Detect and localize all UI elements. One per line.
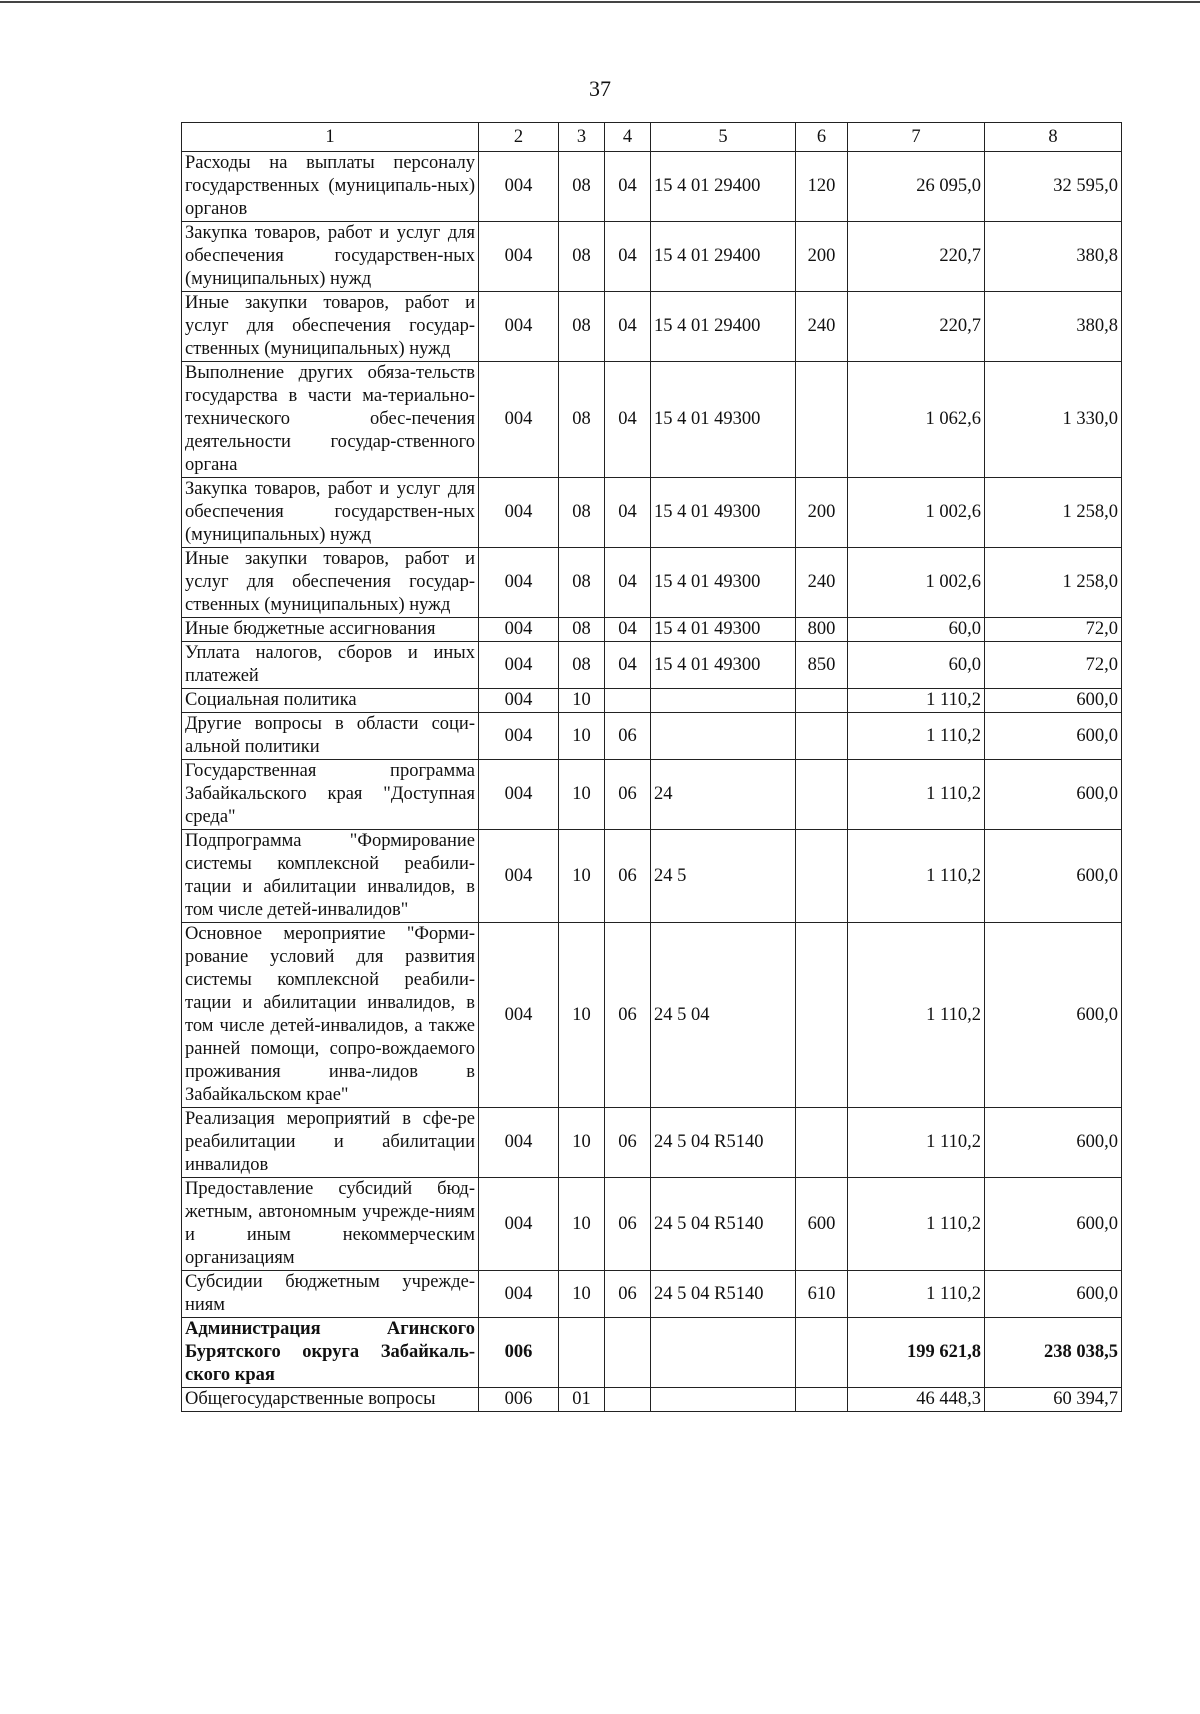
row-code-ministry: 006	[479, 1388, 559, 1412]
row-code-expense-type	[796, 1318, 848, 1388]
row-code-subsection: 04	[605, 222, 651, 292]
row-amount-col8: 32 595,0	[985, 152, 1122, 222]
row-code-expense-type: 200	[796, 222, 848, 292]
row-code-subsection: 04	[605, 152, 651, 222]
column-header-5: 5	[651, 123, 796, 152]
row-code-section: 10	[559, 713, 605, 760]
row-name: Иные закупки товаров, работ и услуг для обеспечения государ-ственных (муниципальных) нужд	[182, 292, 479, 362]
row-amount-col7: 199 621,8	[848, 1318, 985, 1388]
table-row	[182, 1108, 1122, 1178]
row-code-section: 10	[559, 689, 605, 713]
row-amount-col8: 60 394,7	[985, 1388, 1122, 1412]
row-amount-col7: 1 110,2	[848, 830, 985, 923]
row-name: Расходы на выплаты персоналу государственных (муниципаль-ных) органов	[182, 152, 479, 222]
row-code-expense-type	[796, 830, 848, 923]
row-code-expense-type: 800	[796, 618, 848, 642]
row-code-section: 08	[559, 362, 605, 478]
row-code-ministry: 006	[479, 1318, 559, 1388]
row-amount-col8: 1 258,0	[985, 548, 1122, 618]
row-code-target: 15 4 01 49300	[651, 548, 796, 618]
budget-table	[181, 122, 1122, 1412]
row-code-target	[651, 713, 796, 760]
row-amount-col8: 600,0	[985, 1108, 1122, 1178]
row-code-expense-type: 200	[796, 478, 848, 548]
row-code-ministry: 004	[479, 923, 559, 1108]
row-code-subsection: 06	[605, 1178, 651, 1271]
row-code-target: 15 4 01 29400	[651, 152, 796, 222]
row-amount-col7: 46 448,3	[848, 1388, 985, 1412]
row-code-target: 15 4 01 29400	[651, 222, 796, 292]
scan-top-edge	[0, 1, 1200, 3]
table-row	[182, 1318, 1122, 1388]
row-name: Выполнение других обяза-тельств государства в части ма-териально-технического обес-печения деятельности государ-ственного органа	[182, 362, 479, 478]
row-amount-col8: 72,0	[985, 642, 1122, 689]
row-amount-col8: 600,0	[985, 830, 1122, 923]
row-name: Социальная политика	[182, 689, 479, 713]
row-name: Уплата налогов, сборов и иных платежей	[182, 642, 479, 689]
row-amount-col8: 1 330,0	[985, 362, 1122, 478]
row-code-subsection	[605, 689, 651, 713]
row-code-subsection: 06	[605, 923, 651, 1108]
row-name: Закупка товаров, работ и услуг для обеспечения государствен-ных (муниципальных) нужд	[182, 222, 479, 292]
row-code-subsection	[605, 1318, 651, 1388]
row-code-expense-type	[796, 1108, 848, 1178]
row-code-target: 24 5	[651, 830, 796, 923]
column-header-8: 8	[985, 123, 1122, 152]
row-amount-col8: 600,0	[985, 689, 1122, 713]
row-amount-col7: 220,7	[848, 222, 985, 292]
row-code-ministry: 004	[479, 1271, 559, 1318]
row-amount-col7: 1 062,6	[848, 362, 985, 478]
table-row	[182, 222, 1122, 292]
row-code-section: 08	[559, 642, 605, 689]
row-code-subsection: 06	[605, 1271, 651, 1318]
table-row	[182, 152, 1122, 222]
row-code-ministry: 004	[479, 1178, 559, 1271]
row-amount-col8: 238 038,5	[985, 1318, 1122, 1388]
row-code-ministry: 004	[479, 548, 559, 618]
row-amount-col7: 1 110,2	[848, 689, 985, 713]
row-code-subsection: 06	[605, 760, 651, 830]
row-code-target: 24 5 04	[651, 923, 796, 1108]
row-code-expense-type: 120	[796, 152, 848, 222]
row-name: Общегосударственные вопросы	[182, 1388, 479, 1412]
row-name: Другие вопросы в области соци-альной политики	[182, 713, 479, 760]
row-code-expense-type	[796, 923, 848, 1108]
row-amount-col7: 60,0	[848, 618, 985, 642]
table-row	[182, 1178, 1122, 1271]
row-code-subsection: 04	[605, 642, 651, 689]
row-amount-col8: 600,0	[985, 760, 1122, 830]
row-amount-col8: 380,8	[985, 292, 1122, 362]
row-code-ministry: 004	[479, 618, 559, 642]
row-code-target: 15 4 01 29400	[651, 292, 796, 362]
row-amount-col7: 1 110,2	[848, 1271, 985, 1318]
row-name: Закупка товаров, работ и услуг для обеспечения государствен-ных (муниципальных) нужд	[182, 478, 479, 548]
row-code-section: 08	[559, 222, 605, 292]
row-amount-col7: 1 110,2	[848, 760, 985, 830]
table-row	[182, 642, 1122, 689]
row-code-ministry: 004	[479, 713, 559, 760]
row-name: Иные бюджетные ассигнования	[182, 618, 479, 642]
row-code-target	[651, 1388, 796, 1412]
row-code-expense-type	[796, 1388, 848, 1412]
row-code-section: 08	[559, 548, 605, 618]
row-code-section: 10	[559, 1178, 605, 1271]
row-code-subsection: 04	[605, 478, 651, 548]
table-row	[182, 478, 1122, 548]
row-code-ministry: 004	[479, 760, 559, 830]
row-name: Субсидии бюджетным учрежде-ниям	[182, 1271, 479, 1318]
row-code-subsection: 06	[605, 1108, 651, 1178]
row-code-section	[559, 1318, 605, 1388]
row-code-target: 15 4 01 49300	[651, 362, 796, 478]
table-row	[182, 362, 1122, 478]
row-amount-col7: 1 110,2	[848, 1178, 985, 1271]
table-row	[182, 292, 1122, 362]
row-code-ministry: 004	[479, 152, 559, 222]
table-header-row	[182, 123, 1122, 152]
row-code-subsection: 04	[605, 618, 651, 642]
row-code-target: 24 5 04 R5140	[651, 1178, 796, 1271]
row-code-expense-type	[796, 362, 848, 478]
row-amount-col7: 1 002,6	[848, 478, 985, 548]
row-code-subsection	[605, 1388, 651, 1412]
column-header-3: 3	[559, 123, 605, 152]
row-amount-col8: 600,0	[985, 1271, 1122, 1318]
row-code-expense-type	[796, 689, 848, 713]
row-code-ministry: 004	[479, 362, 559, 478]
row-code-section: 08	[559, 478, 605, 548]
row-name: Администрация Агинского Бурятского округа Забайкаль-ского края	[182, 1318, 479, 1388]
row-code-subsection: 04	[605, 362, 651, 478]
row-amount-col7: 1 110,2	[848, 923, 985, 1108]
table-row	[182, 830, 1122, 923]
row-code-expense-type	[796, 760, 848, 830]
row-code-expense-type: 600	[796, 1178, 848, 1271]
budget-table-container	[181, 122, 1121, 1412]
row-amount-col8: 600,0	[985, 923, 1122, 1108]
row-code-target	[651, 689, 796, 713]
row-amount-col7: 1 110,2	[848, 713, 985, 760]
row-amount-col7: 1 002,6	[848, 548, 985, 618]
row-name: Подпрограмма "Формирование системы комплексной реабили-тации и абилитации инвалидов, в том числе детей-инвалидов"	[182, 830, 479, 923]
row-amount-col8: 1 258,0	[985, 478, 1122, 548]
row-amount-col7: 26 095,0	[848, 152, 985, 222]
table-row	[182, 1271, 1122, 1318]
row-code-expense-type: 850	[796, 642, 848, 689]
row-code-section: 10	[559, 1108, 605, 1178]
row-code-ministry: 004	[479, 642, 559, 689]
row-amount-col8: 600,0	[985, 713, 1122, 760]
table-row	[182, 713, 1122, 760]
column-header-4: 4	[605, 123, 651, 152]
row-amount-col7: 1 110,2	[848, 1108, 985, 1178]
row-code-ministry: 004	[479, 478, 559, 548]
row-name: Реализация мероприятий в сфе-ре реабилитации и абилитации инвалидов	[182, 1108, 479, 1178]
row-code-target: 24	[651, 760, 796, 830]
row-amount-col8: 380,8	[985, 222, 1122, 292]
row-code-expense-type: 240	[796, 292, 848, 362]
row-code-ministry: 004	[479, 689, 559, 713]
row-code-target	[651, 1318, 796, 1388]
column-header-1: 1	[182, 123, 479, 152]
row-code-expense-type: 610	[796, 1271, 848, 1318]
column-header-6: 6	[796, 123, 848, 152]
row-code-section: 08	[559, 152, 605, 222]
row-code-ministry: 004	[479, 292, 559, 362]
row-code-subsection: 04	[605, 292, 651, 362]
row-code-ministry: 004	[479, 222, 559, 292]
row-code-expense-type	[796, 713, 848, 760]
row-code-section: 08	[559, 618, 605, 642]
row-code-target: 15 4 01 49300	[651, 642, 796, 689]
row-name: Основное мероприятие "Форми-рование условий для развития системы комплексной реабили-тации и абилитации инвалидов, в том числе детей-инвалидов, а также ранней помощи, сопро-вождаемого проживания инва-лидов в Забайкальском крае"	[182, 923, 479, 1108]
row-code-section: 08	[559, 292, 605, 362]
row-code-section: 10	[559, 760, 605, 830]
table-body	[182, 152, 1122, 1412]
row-code-target: 24 5 04 R5140	[651, 1108, 796, 1178]
row-code-ministry: 004	[479, 830, 559, 923]
table-row	[182, 760, 1122, 830]
column-header-2: 2	[479, 123, 559, 152]
row-amount-col8: 72,0	[985, 618, 1122, 642]
table-row	[182, 548, 1122, 618]
column-header-7: 7	[848, 123, 985, 152]
page-number: 37	[589, 76, 611, 101]
row-code-target: 15 4 01 49300	[651, 618, 796, 642]
row-code-section: 10	[559, 1271, 605, 1318]
row-code-subsection: 04	[605, 548, 651, 618]
row-code-section: 01	[559, 1388, 605, 1412]
row-code-subsection: 06	[605, 830, 651, 923]
row-code-ministry: 004	[479, 1108, 559, 1178]
table-row	[182, 1388, 1122, 1412]
row-code-section: 10	[559, 923, 605, 1108]
row-name: Предоставление субсидий бюд-жетным, автономным учрежде-ниям и иным некоммерческим организациям	[182, 1178, 479, 1271]
table-row	[182, 618, 1122, 642]
table-row	[182, 689, 1122, 713]
table-row	[182, 923, 1122, 1108]
row-name: Государственная программа Забайкальского края "Доступная среда"	[182, 760, 479, 830]
row-name: Иные закупки товаров, работ и услуг для обеспечения государ-ственных (муниципальных) нужд	[182, 548, 479, 618]
row-code-expense-type: 240	[796, 548, 848, 618]
row-code-target: 15 4 01 49300	[651, 478, 796, 548]
row-code-section: 10	[559, 830, 605, 923]
row-amount-col8: 600,0	[985, 1178, 1122, 1271]
row-amount-col7: 220,7	[848, 292, 985, 362]
row-amount-col7: 60,0	[848, 642, 985, 689]
row-code-subsection: 06	[605, 713, 651, 760]
row-code-target: 24 5 04 R5140	[651, 1271, 796, 1318]
